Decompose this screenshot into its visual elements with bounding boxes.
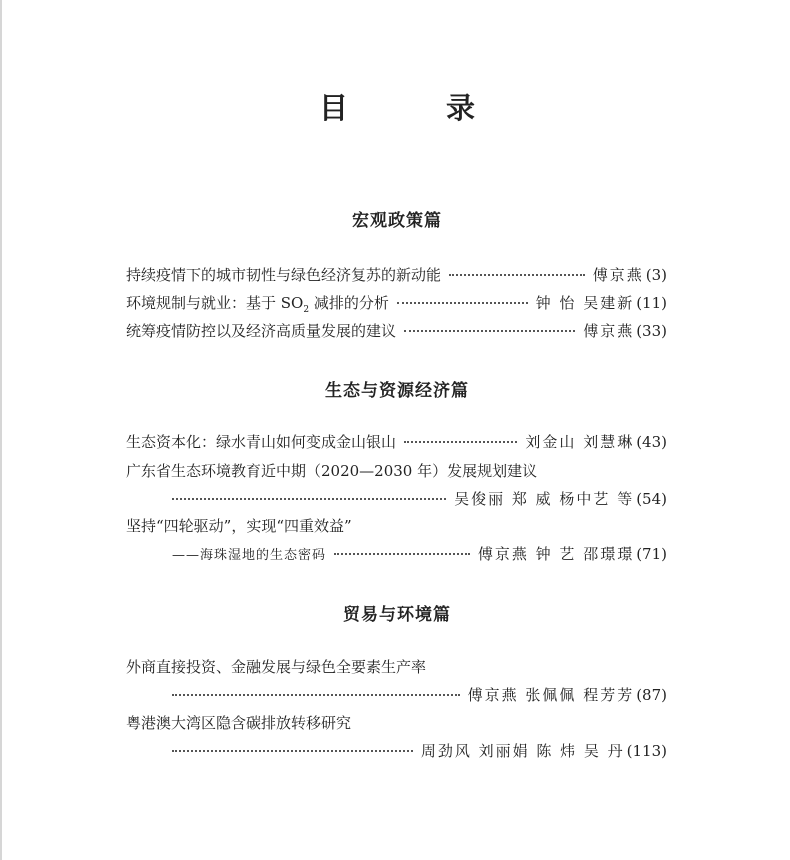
toc-entry[interactable]	[126, 656, 667, 677]
dot-leader	[172, 694, 460, 696]
dot-leader	[334, 553, 470, 555]
entry-page: (71)	[636, 545, 667, 563]
toc-entry[interactable]	[126, 712, 667, 733]
toc-entry-continuation[interactable]	[172, 684, 667, 705]
entry-title: 广东省生态环境教育近中期（2020—2030 年）发展规划建议	[126, 462, 538, 480]
entry-authors: 傅京燕	[583, 322, 635, 340]
entry-title: 生态资本化：绿水青山如何变成金山银山	[126, 433, 397, 451]
section-heading-trade-environment: 贸易与环境篇	[343, 605, 451, 625]
toc-entry[interactable]	[126, 320, 667, 341]
toc-entry[interactable]	[126, 460, 667, 481]
entry-subtitle: ——海珠湿地的生态密码	[172, 548, 327, 563]
toc-entry-continuation[interactable]	[172, 488, 667, 509]
entry-title: 粤港澳大湾区隐含碳排放转移研究	[126, 714, 352, 732]
entry-page: (54)	[636, 490, 667, 508]
toc-entry[interactable]	[126, 292, 667, 315]
entry-title: 环境规制与就业：基于 $SO_2$ 减排的分析	[126, 294, 389, 315]
entry-page: (113)	[626, 742, 667, 760]
dot-leader	[172, 498, 446, 500]
dot-leader	[172, 750, 413, 752]
entry-page: (33)	[636, 322, 667, 340]
toc-entry[interactable]	[126, 515, 667, 536]
entry-authors: 傅京燕	[592, 266, 644, 284]
section-heading-eco-resource: 生态与资源经济篇	[325, 381, 469, 401]
toc-entry-continuation[interactable]	[172, 543, 667, 564]
toc-entry[interactable]	[126, 431, 667, 452]
entry-page: (3)	[645, 266, 667, 284]
entry-authors: 吴俊丽 郑 威 杨中艺 等	[454, 490, 635, 508]
entry-title: 持续疫情下的城市韧性与绿色经济复苏的新动能	[126, 266, 442, 284]
toc-entry-continuation[interactable]	[172, 740, 667, 761]
entry-title: 坚持“四轮驱动”，实现“四重效益”	[126, 517, 352, 535]
entry-page: (11)	[636, 294, 667, 312]
entry-authors: 傅京燕 钟 艺 邵璟璟	[477, 545, 635, 563]
toc-entry[interactable]	[126, 264, 667, 285]
dot-leader	[397, 302, 528, 304]
entry-title: 外商直接投资、金融发展与绿色全要素生产率	[126, 658, 427, 676]
entry-page: (87)	[636, 686, 667, 704]
dot-leader	[404, 330, 575, 332]
toc-title: 目 录	[318, 91, 520, 125]
dot-leader	[404, 441, 517, 443]
dot-leader	[449, 274, 585, 276]
entry-authors: 钟 怡 吴建新	[535, 294, 635, 312]
entry-page: (43)	[636, 433, 667, 451]
entry-authors: 刘金山 刘慧琳	[525, 433, 635, 451]
entry-authors: 周劲风 刘丽娟 陈 炜 吴 丹	[420, 742, 625, 760]
entry-title: 统筹疫情防控以及经济高质量发展的建议	[126, 322, 397, 340]
section-heading-macro-policy: 宏观政策篇	[352, 211, 442, 231]
entry-authors: 傅京燕 张佩佩 程芳芳	[467, 686, 635, 704]
